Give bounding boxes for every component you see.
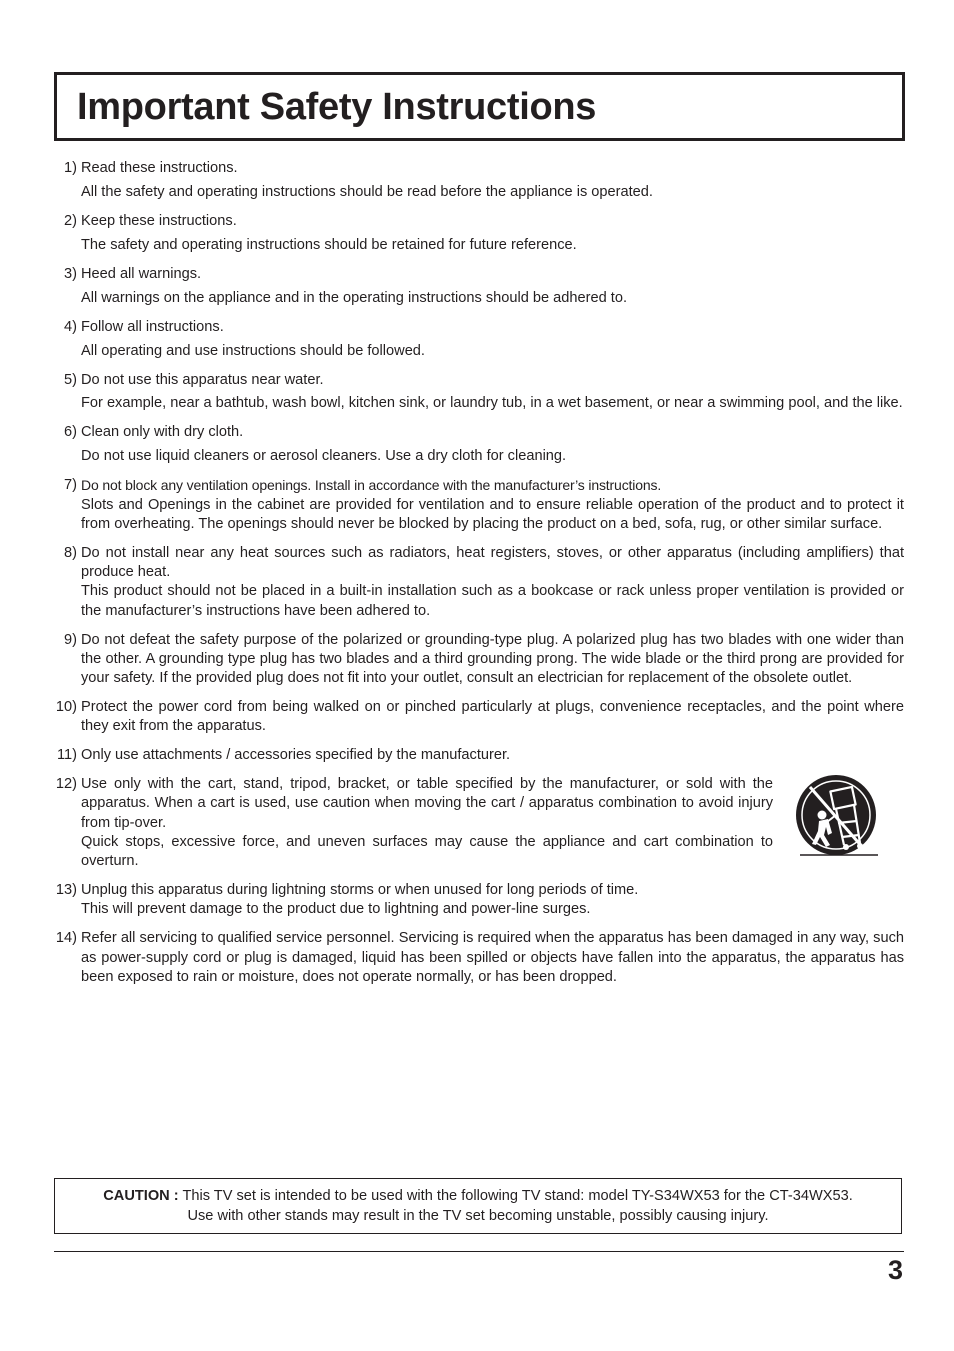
footer-divider — [54, 1251, 904, 1252]
list-item — [52, 746, 904, 765]
caution-notice — [54, 1178, 902, 1234]
item-lead: Unplug this apparatus during lightning storms or when unused for long periods of time. — [81, 882, 639, 899]
item-detail: This will prevent damage to the product due to lightning and power-line surges. — [81, 901, 591, 918]
list-item — [52, 881, 904, 920]
list-item — [52, 544, 904, 621]
cart-tip-over-warning-icon — [792, 775, 880, 863]
list-item — [52, 371, 904, 414]
item-detail: Do not use liquid cleaners or aerosol cleaners. Use a dry cloth for cleaning. — [81, 448, 567, 465]
item-detail: The safety and operating instructions should be retained for future reference. — [81, 236, 577, 253]
instructions-list — [52, 159, 904, 997]
list-item — [52, 212, 904, 255]
item-number: 12) — [55, 776, 77, 793]
item-detail: For example, near a bathtub, wash bowl, kitchen sink, or laundry tub, in a wet basement, or near a swimming pool, and the like. — [81, 395, 903, 412]
item-lead: Do not use this apparatus near water. — [81, 371, 324, 388]
item-lead: Clean only with dry cloth. — [81, 424, 244, 441]
item-number: 7) — [64, 477, 77, 494]
page-title: Important Safety Instructions — [77, 86, 597, 128]
item-number: 11) — [56, 747, 77, 764]
caution-text-2: Use with other stands may result in the TV set becoming unstable, possibly causing injury. — [187, 1207, 769, 1224]
item-lead: Do not block any ventilation openings. Install in accordance with the manufacturer’s instructions. — [81, 477, 662, 494]
list-item — [52, 775, 904, 871]
item-number: 10) — [55, 699, 77, 715]
caution-text-1: This TV set is intended to be used with the following TV stand: model TY-S34WX53 for the CT-34WX53. — [182, 1188, 853, 1204]
page-number: 3 — [887, 1255, 903, 1285]
caution-label: CAUTION : — [103, 1188, 179, 1204]
item-number: 9) — [64, 631, 77, 648]
list-item — [52, 318, 904, 361]
item-lead: Follow all instructions. — [81, 318, 224, 335]
item-number: 2) — [64, 212, 77, 229]
item-detail: All the safety and operating instructions should be read before the appliance is operated. — [81, 183, 653, 200]
item-lead: Only use attachments / accessories specified by the manufacturer. — [81, 747, 511, 764]
item-lead: Do not defeat the safety purpose of the polarized or grounding-type plug. A polarized plug has two blades with one wider than the other. A grounding type plug has two blades and a third grounding prong. The wide blade or the third prong are provided for your safety. If the provided plug does not fit into your outlet, consult an electrician for replacement of the obsolete outlet. — [81, 631, 904, 687]
item-number: 3) — [64, 265, 77, 282]
list-item — [52, 423, 904, 466]
item-lead: Refer all servicing to qualified service personnel. Servicing is required when the apparatus has been damaged in any way, such as power-supply cord or plug is damaged, liquid has been spilled or objects have fallen into the apparatus, the apparatus has been exposed to rain or moisture, does not operate normally, or has been dropped. — [81, 930, 904, 985]
list-item — [52, 265, 904, 308]
item-lead: Do not install near any heat sources such as radiators, heat registers, stoves, or other apparatus (including amplifiers) that produce heat. — [81, 544, 904, 581]
list-item — [52, 159, 904, 202]
item-number: 6) — [64, 424, 77, 441]
item-number: 5) — [64, 371, 77, 388]
item-number: 1) — [64, 160, 77, 176]
list-item — [52, 631, 904, 689]
caution-line-1 — [55, 1187, 901, 1207]
item-number: 8) — [64, 544, 77, 561]
title-box — [54, 72, 905, 141]
item-number: 13) — [55, 882, 77, 899]
item-lead: Read these instructions. — [81, 160, 238, 176]
item-number: 4) — [64, 318, 77, 335]
item-number: 14) — [55, 930, 77, 947]
list-item — [52, 476, 904, 534]
item-detail: This product should not be placed in a built-in installation such as a bookcase or rack unless proper ventilation is provided or the manufacturer’s instructions have been adhered to. — [81, 583, 904, 619]
item-lead: Keep these instructions. — [81, 212, 237, 229]
item-lead: Protect the power cord from being walked on or pinched particularly at plugs, convenience receptacles, and the point where they exit from the apparatus. — [81, 699, 904, 735]
item-lead: Use only with the cart, stand, tripod, bracket, or table specified by the manufacturer, or sold with the apparatus. When a cart is used, use caution when moving the cart / apparatus combination to avoid injury from tip-over. — [81, 776, 773, 831]
item-detail: All operating and use instructions should be followed. — [81, 342, 425, 359]
item-detail: Slots and Openings in the cabinet are provided for ventilation and to ensure reliable operation of the product and to protect it from overheating. The openings should never be blocked by placing the product on a bed, sofa, rug, or other similar surface. — [81, 496, 904, 532]
list-item — [52, 698, 904, 737]
item-detail: Quick stops, excessive force, and uneven surfaces may cause the appliance and cart combination to overturn. — [81, 833, 773, 870]
list-item — [52, 929, 904, 987]
item-detail: All warnings on the appliance and in the operating instructions should be adhered to. — [81, 289, 628, 306]
item-lead: Heed all warnings. — [81, 265, 202, 282]
